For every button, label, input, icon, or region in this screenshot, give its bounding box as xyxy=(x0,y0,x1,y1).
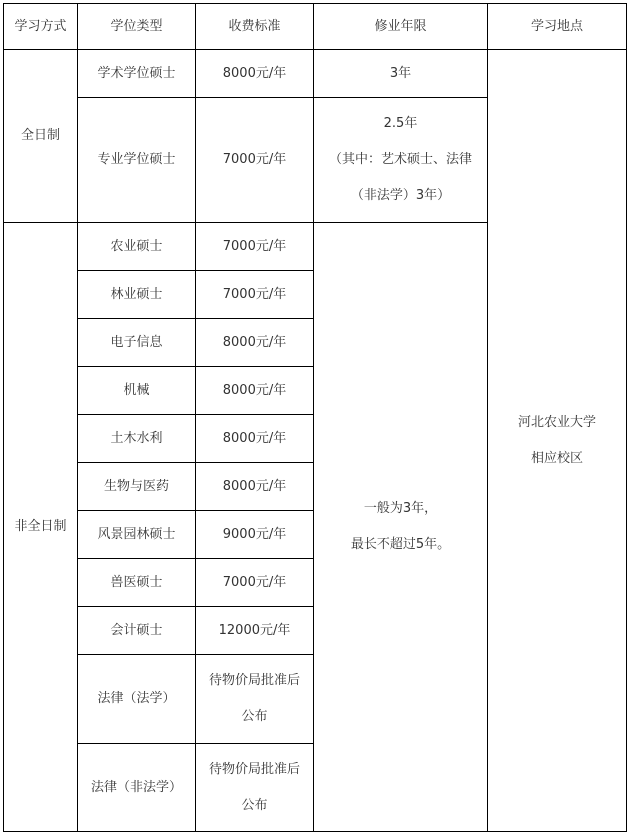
degree-cell: 林业硕士 xyxy=(78,271,196,319)
location-line: 相应校区 xyxy=(530,450,583,466)
header-degree: 学位类型 xyxy=(78,4,196,50)
fee-cell: 7000元/年 xyxy=(196,98,314,223)
duration-line: （其中：艺术硕士、法律 xyxy=(328,152,472,167)
degree-cell: 电子信息 xyxy=(78,319,196,367)
table-row xyxy=(4,50,627,98)
mode-fulltime: 全日制 xyxy=(4,50,78,223)
fee-cell: 8000元/年 xyxy=(196,415,314,463)
header-duration: 修业年限 xyxy=(314,4,488,50)
header-mode: 学习方式 xyxy=(4,4,78,50)
fee-table xyxy=(3,3,627,832)
duration-line: （非法学）3年） xyxy=(350,188,451,203)
location-line: 河北农业大学 xyxy=(517,414,596,430)
duration-line: 3年 xyxy=(389,65,412,81)
degree-cell: 法律（法学） xyxy=(78,655,196,744)
fee-cell: 9000元/年 xyxy=(196,511,314,559)
fee-cell: 8000元/年 xyxy=(196,319,314,367)
duration-cell xyxy=(314,98,488,223)
fee-cell: 7000元/年 xyxy=(196,271,314,319)
fee-cell xyxy=(196,655,314,744)
header-location: 学习地点 xyxy=(488,4,627,50)
degree-cell: 机械 xyxy=(78,367,196,415)
degree-cell: 法律（非法学） xyxy=(78,744,196,832)
fee-line: 公布 xyxy=(241,709,268,724)
fee-cell: 12000元/年 xyxy=(196,607,314,655)
fee-cell xyxy=(196,744,314,832)
fee-cell: 7000元/年 xyxy=(196,223,314,271)
degree-cell: 土木水利 xyxy=(78,415,196,463)
duration-cell xyxy=(314,50,488,98)
header-row xyxy=(4,4,627,50)
fee-line: 待物价局批准后 xyxy=(208,761,300,777)
degree-cell: 学术学位硕士 xyxy=(78,50,196,98)
duration-line: 最长不超过5年。 xyxy=(350,537,451,552)
duration-line: 一般为3年， xyxy=(363,501,438,516)
fee-cell: 8000元/年 xyxy=(196,463,314,511)
fee-line: 公布 xyxy=(241,797,268,813)
degree-cell: 会计硕士 xyxy=(78,607,196,655)
degree-cell: 风景园林硕士 xyxy=(78,511,196,559)
degree-cell: 兽医硕士 xyxy=(78,559,196,607)
mode-parttime: 非全日制 xyxy=(4,223,78,832)
degree-cell: 专业学位硕士 xyxy=(78,98,196,223)
degree-cell: 农业硕士 xyxy=(78,223,196,271)
fee-cell: 7000元/年 xyxy=(196,559,314,607)
duration-parttime xyxy=(314,223,488,832)
degree-cell: 生物与医药 xyxy=(78,463,196,511)
location-cell xyxy=(488,50,627,832)
fee-line: 待物价局批准后 xyxy=(208,673,300,688)
fee-cell: 8000元/年 xyxy=(196,367,314,415)
duration-line: 2.5年 xyxy=(383,116,418,131)
fee-cell: 8000元/年 xyxy=(196,50,314,98)
header-fee: 收费标准 xyxy=(196,4,314,50)
